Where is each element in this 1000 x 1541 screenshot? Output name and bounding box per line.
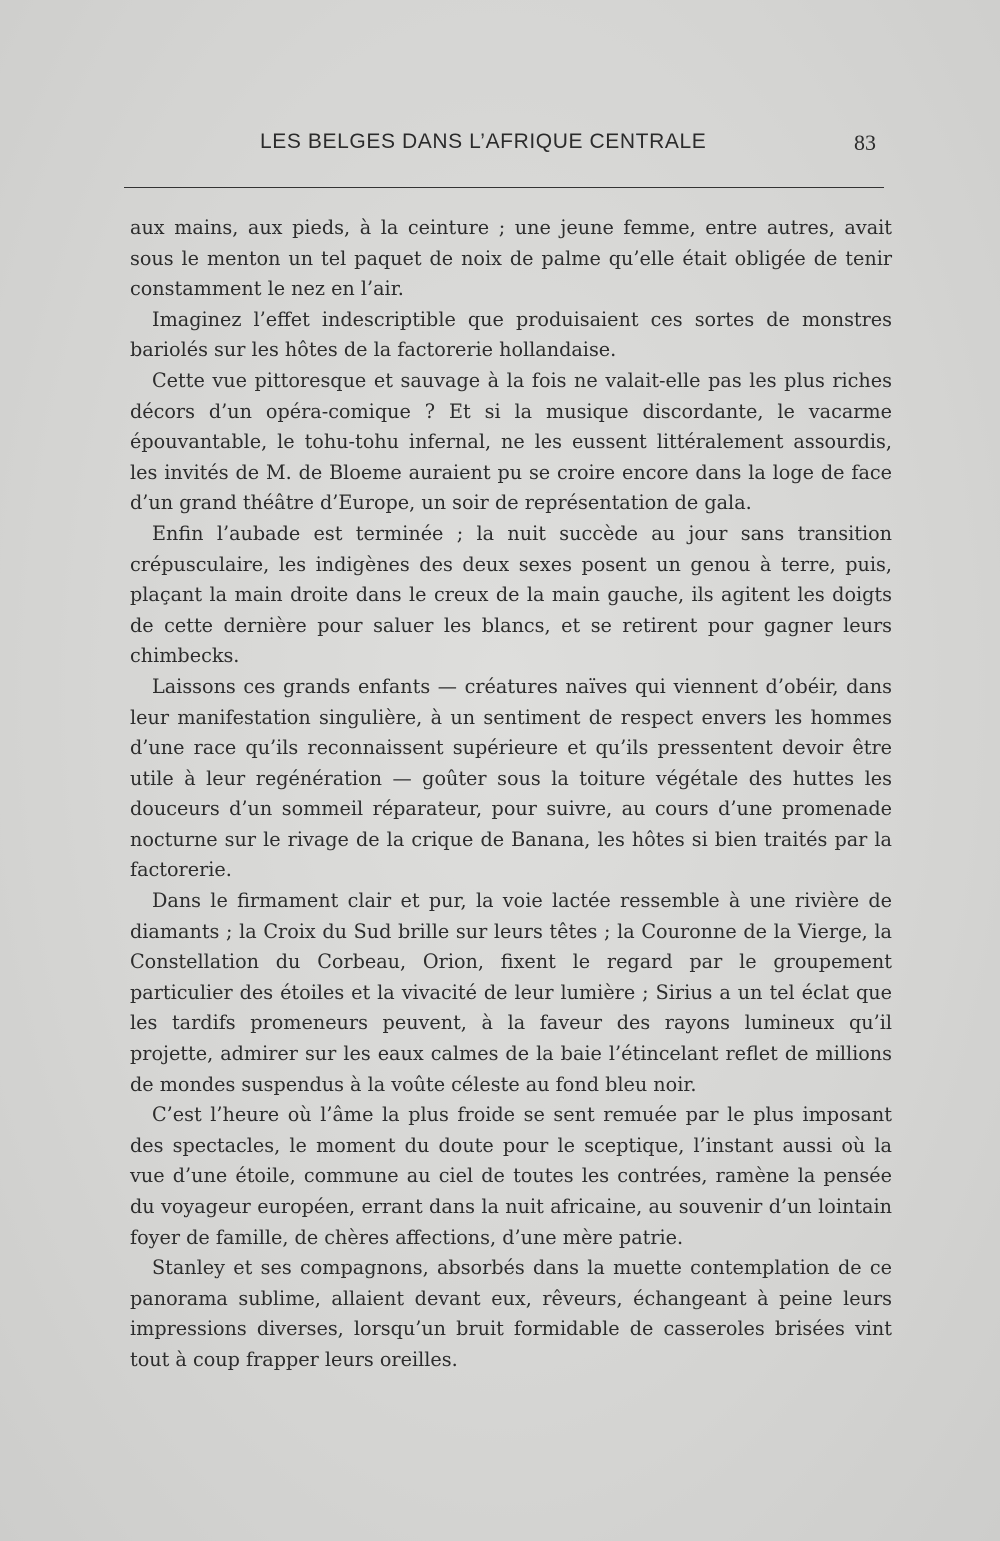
paragraph: aux mains, aux pieds, à la ceinture ; une jeune femme, entre autres, avait sous le menton un tel paquet de noix de palme qu’elle était obligée de tenir constamment le nez en l’air. — [130, 216, 892, 301]
paragraph: Dans le firmament clair et pur, la voie lactée ressemble à une rivière de diamants ; la Croix du Sud brille sur leurs têtes ; la Couronne de la Vierge, la Constellation du Corbeau, Orion, fixent le regard par le groupement particulier des étoiles et la vivacité de leur lumière ; Sirius a un tel éclat que les tardifs promeneurs peuvent, à la faveur des rayons lumineux qu’il projette, admirer sur les eaux calmes de la baie l’étincelant reflet de millions de mondes suspendus à la voûte céleste au fond bleu noir. — [130, 889, 892, 1096]
page-number: 83 — [854, 130, 876, 155]
paragraph: Stanley et ses compagnons, absorbés dans la muette contemplation de ce panorama sublime, allaient devant eux, rêveurs, échangeant à peine leurs impressions diverses, lorsqu’un bruit formidable de casseroles brisées vint tout à coup frapper leurs oreilles. — [130, 1256, 892, 1371]
running-title: LES BELGES DANS L’AFRIQUE CENTRALE — [260, 130, 707, 153]
paragraph: Cette vue pittoresque et sauvage à la fois ne valait-elle pas les plus riches décors d’un opéra-comique ? Et si la musique discordante, le vacarme épouvantable, le tohu-tohu infernal, ne les eussent littéralement assourdis, les invités de M. de Bloeme auraient pu se croire encore dans la loge de face d’un grand théâtre d’Europe, un soir de représentation de gala. — [130, 368, 892, 515]
paragraph: C’est l’heure où l’âme la plus froide se sent remuée par le plus imposant des spectacles, le moment du doute pour le sceptique, l’instant aussi où la vue d’une étoile, commune au ciel de toutes les contrées, ramène la pensée du voyageur européen, errant dans la nuit africaine, au souvenir d’un lointain foyer de famille, de chères affections, d’une mère patrie. — [130, 1103, 892, 1249]
paragraph: Laissons ces grands enfants — créatures naïves qui viennent d’obéir, dans leur manifestation singulière, à un sentiment de respect envers les hommes d’une race qu’ils reconnaissent supérieure et qu’ils pressentent devoir être utile à leur regénération — goûter sous la toiture végétale des huttes les douceurs d’un sommeil réparateur, pour suivre, au cours d’une promenade nocturne sur le rivage de la crique de Banana, les hôtes si bien traités par la factorerie. — [130, 674, 892, 882]
paragraph: Enfin l’aubade est terminée ; la nuit succède au jour sans transition crépusculaire, les indigènes des deux sexes posent un genou à terre, puis, plaçant la main droite dans le creux de la main gauche, ils agitent les doigts de cette dernière pour saluer les blancs, et se retirent pour gagner leurs chimbecks. — [130, 521, 892, 668]
body-text — [130, 213, 892, 1376]
header-rule — [124, 187, 884, 188]
page-header — [120, 128, 890, 162]
paragraph: Imaginez l’effet indescriptible que produisaient ces sortes de monstres bariolés sur les hôtes de la factorerie hollandaise. — [130, 307, 892, 362]
